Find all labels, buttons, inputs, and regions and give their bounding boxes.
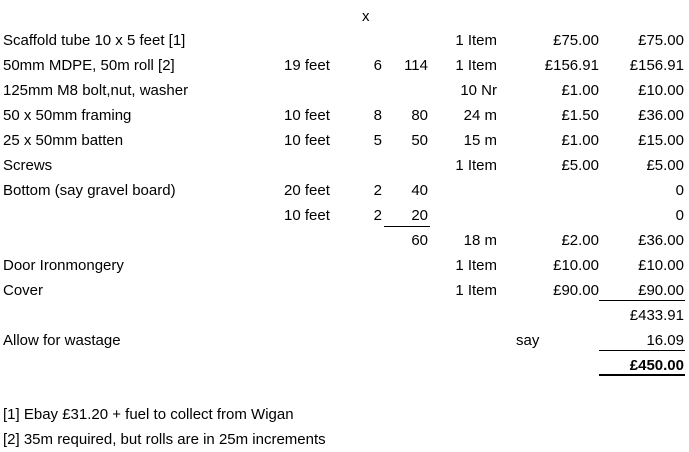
item-amount: £90.00 <box>638 282 684 299</box>
item-rate: £2.00 <box>561 232 599 249</box>
footnote: [2] 35m required, but rolls are in 25m increments <box>3 431 326 448</box>
item-rate: £5.00 <box>561 157 599 174</box>
item-description: 50mm MDPE, 50m roll [2] <box>3 57 175 74</box>
item-amount: £5.00 <box>646 157 684 174</box>
grand-total-amount: £450.00 <box>629 357 684 374</box>
wastage-label: Allow for wastage <box>3 332 121 349</box>
item-amount: £75.00 <box>638 32 684 49</box>
item-total: 50 <box>411 132 428 149</box>
item-description: 50 x 50mm framing <box>3 107 132 124</box>
say-label: say <box>516 332 540 349</box>
item-amount: £15.00 <box>638 132 684 149</box>
item-length: 20 feet <box>284 182 330 199</box>
item-unit: 1 Item <box>455 282 497 299</box>
item-amount: 0 <box>675 207 684 224</box>
item-length: 10 feet <box>284 107 330 124</box>
item-total: 20 <box>411 207 428 224</box>
item-unit: 1 Item <box>455 57 497 74</box>
item-length: 19 feet <box>284 57 330 74</box>
item-unit: 1 Item <box>455 32 497 49</box>
item-unit: 1 Item <box>455 157 497 174</box>
item-qty: 2 <box>373 207 382 224</box>
item-amount: £36.00 <box>638 107 684 124</box>
multiply-header: x <box>362 8 370 25</box>
subtotal-rule <box>599 300 685 301</box>
item-amount: 0 <box>675 182 684 199</box>
item-qty: 5 <box>373 132 382 149</box>
item-description: Cover <box>3 282 44 299</box>
item-rate: £1.50 <box>561 107 599 124</box>
item-unit: 15 m <box>463 132 497 149</box>
grand-total-rule <box>599 374 685 376</box>
item-amount: £10.00 <box>638 82 684 99</box>
item-description: 25 x 50mm batten <box>3 132 124 149</box>
item-description: Door Ironmongery <box>3 257 124 274</box>
item-qty: 2 <box>373 182 382 199</box>
item-rate: £10.00 <box>553 257 599 274</box>
item-rate: £1.00 <box>561 132 599 149</box>
item-qty: 8 <box>373 107 382 124</box>
total-sum-underline <box>384 226 430 227</box>
item-amount: £36.00 <box>638 232 684 249</box>
subtotal-amount: £433.91 <box>629 307 684 324</box>
item-description: 125mm M8 bolt,nut, washer <box>3 82 189 99</box>
wastage-rule <box>599 350 685 351</box>
wastage-amount: 16.09 <box>646 332 684 349</box>
item-rate: £1.00 <box>561 82 599 99</box>
item-total: 80 <box>411 107 428 124</box>
item-unit: 1 Item <box>455 257 497 274</box>
item-rate: £90.00 <box>553 282 599 299</box>
item-unit: 10 Nr <box>460 82 497 99</box>
item-description: Scaffold tube 10 x 5 feet [1] <box>3 32 186 49</box>
item-description: Screws <box>3 157 53 174</box>
item-unit: 24 m <box>463 107 497 124</box>
item-length: 10 feet <box>284 207 330 224</box>
item-total: 114 <box>404 57 428 74</box>
item-rate: £156.91 <box>544 57 599 74</box>
item-qty: 6 <box>373 57 382 74</box>
item-unit: 18 m <box>463 232 497 249</box>
item-total: 40 <box>411 182 428 199</box>
item-description: Bottom (say gravel board) <box>3 182 176 199</box>
item-total: 60 <box>411 232 428 249</box>
item-rate: £75.00 <box>553 32 599 49</box>
item-amount: £156.91 <box>629 57 684 74</box>
item-length: 10 feet <box>284 132 330 149</box>
footnote: [1] Ebay £31.20 + fuel to collect from Wigan <box>3 406 294 423</box>
item-amount: £10.00 <box>638 257 684 274</box>
